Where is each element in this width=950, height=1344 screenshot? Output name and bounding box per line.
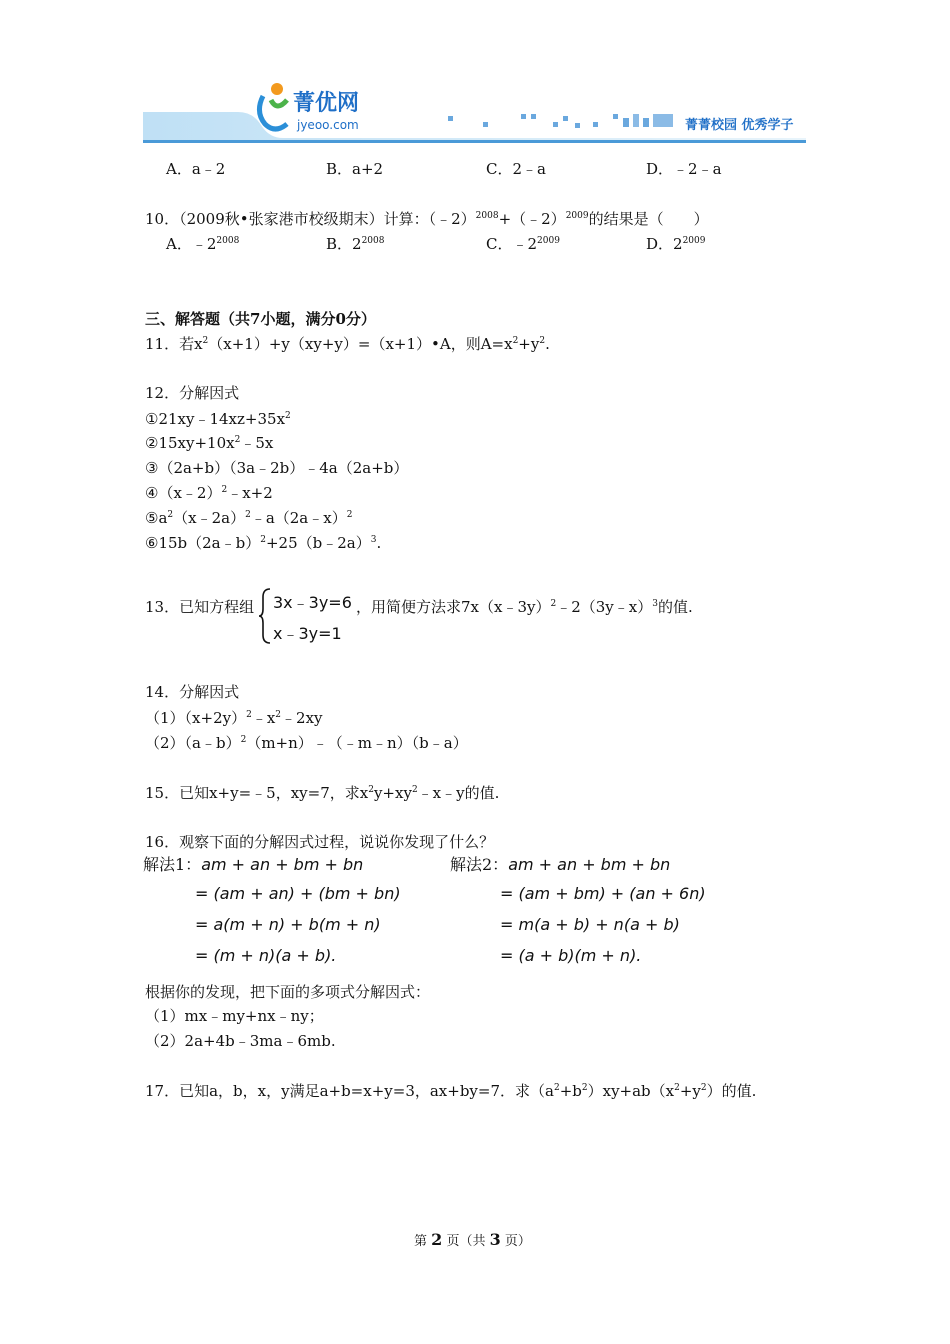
- question-11: 11．若$x^2(x+1)+y(xy+y)=(x+1)•A$，则$A=x^2+y^2$.: [145, 335, 550, 353]
- total-page-number: 3: [489, 1230, 501, 1249]
- method-2-line-4: = (a + b)(m + n).: [500, 946, 642, 965]
- method-2-line-2: = (am + bm) + (an + 6n): [500, 884, 706, 903]
- method-2-line-3: = m(a + b) + n(a + b): [500, 915, 680, 934]
- q10-option-a: A．$﹣2^{2008}$: [166, 235, 240, 253]
- method-2-label: 解法2：: [450, 855, 509, 874]
- page-footer: 第 2 页（共 3 页）: [414, 1230, 531, 1249]
- header-slogan: 菁菁校园 优秀学子: [685, 118, 794, 133]
- method-1-line-2: = (am + an) + (bm + bn): [195, 884, 401, 903]
- q10-option-c: C．$﹣2^{2009}$: [486, 235, 560, 253]
- question-12-title: 12．分解因式: [145, 384, 240, 402]
- current-page-number: 2: [431, 1230, 443, 1249]
- header-banner-graphic: [143, 80, 806, 146]
- brace-icon: [258, 587, 272, 645]
- method-1-line-4: = (m + n)(a + b).: [195, 946, 337, 965]
- q12-item-6: ⑥15b（2a﹣b）$^2$+25（b﹣2a）$^3$.: [145, 534, 382, 552]
- question-17: 17．已知a，b，x，y满足a+b=x+y=3，ax+by=7．求$(a^2+b^2)xy+ab(x^2+y^2)$的值.: [145, 1082, 757, 1100]
- q10-option-b: B．$2^{2008}$: [326, 235, 385, 253]
- question-10: 10．（2009秋•张家港市校级期末）计算：（﹣2）$^{2008}$+（﹣2）$^{2009}$的结果是（ ）: [145, 210, 709, 228]
- q13-equation-1: 3x﹣3y=6: [273, 593, 352, 612]
- method-1-line-1: 解法1：am + an + bm + bn: [143, 855, 364, 874]
- method-1-line-3: = a(m + n) + b(m + n): [195, 915, 381, 934]
- q9-option-c: C．2﹣a: [486, 160, 546, 178]
- q12-item-1: $①21xy﹣14xz+35x^2$: [145, 410, 291, 428]
- q14-item-2: （2）（a﹣b）$^2$（m+n）﹣（﹣m﹣n）（b﹣a）: [145, 734, 468, 752]
- q12-item-3: ③（2a+b）（3a﹣2b）﹣4a（2a+b）: [145, 459, 409, 477]
- q12-item-5: $⑤a^2(x﹣2a)^2﹣a(2a﹣x)^2$: [145, 509, 353, 527]
- q9-option-b: B．a+2: [326, 160, 384, 178]
- q16-part-1: （1）mx﹣my+nx﹣ny；: [145, 1007, 324, 1025]
- q16-part-2: （2）2a+4b﹣3ma﹣6mb.: [145, 1032, 336, 1050]
- q9-option-d: D．﹣2﹣a: [646, 160, 722, 178]
- q12-item-4: ④（x﹣2）$^2$﹣x+2: [145, 484, 273, 502]
- method-2-line-1: 解法2：am + an + bm + bn: [450, 855, 671, 874]
- q13-equation-2: x﹣3y=1: [273, 624, 342, 643]
- question-14-title: 14．分解因式: [145, 683, 240, 701]
- question-16-title: 16．观察下面的分解因式过程，说说你发现了什么？: [145, 833, 495, 851]
- question-13-lead: 13．已知方程组: [145, 598, 255, 616]
- q10-option-d: D．$2^{2009}$: [646, 235, 706, 253]
- question-15: 15．已知x+y=﹣5，xy=7，求$x^2y+xy^2﹣x﹣y$的值.: [145, 784, 500, 802]
- q16-instruction: 根据你的发现，把下面的多项式分解因式：: [145, 983, 431, 1001]
- q9-option-a: A．a﹣2: [166, 160, 226, 178]
- logo-title: 菁优网: [293, 91, 360, 116]
- logo-url: jyeoo.com: [297, 118, 359, 132]
- method-1-label: 解法1：: [143, 855, 202, 874]
- question-13-body: ，用简便方法求7x（x﹣3y）$^2$﹣2（3y﹣x）$^3$的值.: [356, 598, 693, 616]
- page-header: [143, 80, 806, 146]
- section-title: 三、解答题（共7小题，满分0分）: [145, 310, 376, 328]
- q14-item-1: $(1)(x+2y)^2﹣x^2﹣2xy$: [145, 709, 323, 727]
- q12-item-2: $②15xy+10x^2﹣5x$: [145, 434, 274, 452]
